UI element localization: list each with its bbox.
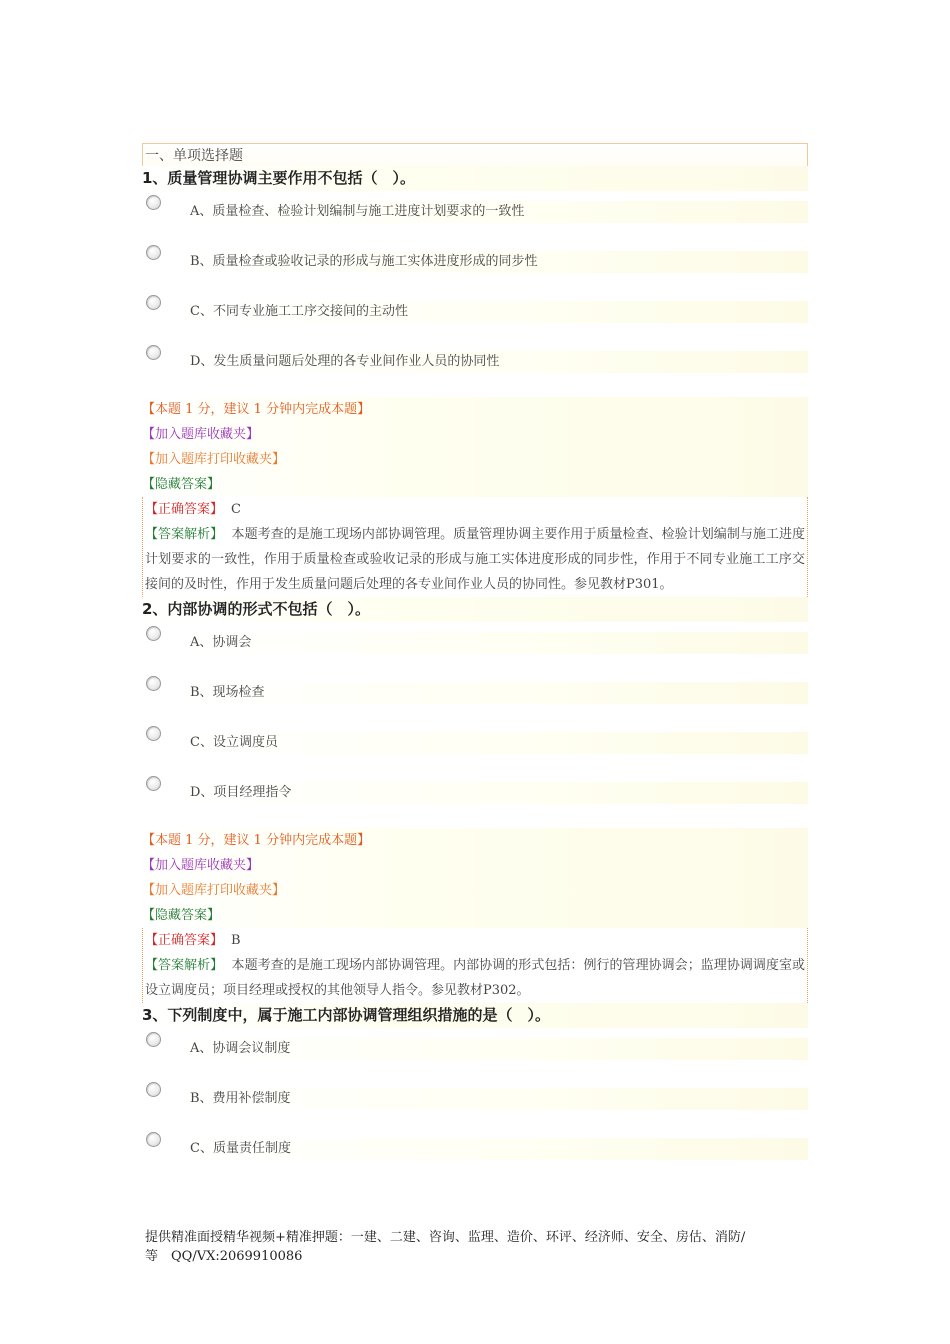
radio-icon[interactable] (146, 345, 161, 360)
option-a[interactable] (142, 622, 808, 672)
radio-icon[interactable] (146, 776, 161, 791)
radio-icon[interactable] (146, 195, 161, 210)
question-3 (142, 1003, 808, 1178)
radio-icon[interactable] (146, 245, 161, 260)
question-1 (142, 166, 808, 597)
option-label: B、费用补偿制度 (176, 1088, 808, 1110)
correct-answer (145, 497, 805, 522)
radio-icon[interactable] (146, 295, 161, 310)
answer-label: 【正确答案】 (145, 502, 224, 517)
option-label: D、发生质量问题后处理的各专业间作业人员的协同性 (176, 351, 808, 373)
analysis-text: 本题考查的是施工现场内部协调管理。内部协调的形式包括：例行的管理协调会；监理协调调度室或设立调度员；项目经理或授权的其他领导人指令。参见教材P302。 (145, 958, 805, 998)
option-b[interactable] (142, 672, 808, 722)
option-label: D、项目经理指令 (176, 782, 808, 804)
option-b[interactable] (142, 241, 808, 291)
option-c[interactable] (142, 722, 808, 772)
answer-label: 【正确答案】 (145, 933, 224, 948)
option-label: C、质量责任制度 (176, 1138, 808, 1160)
add-print-favorites-link[interactable]: 【加入题库打印收藏夹】 (142, 878, 808, 903)
hide-answer-link[interactable]: 【隐藏答案】 (142, 472, 808, 497)
section-title: 一、单项选择题 (142, 143, 808, 166)
radio-icon[interactable] (146, 1132, 161, 1147)
answer-box (142, 928, 808, 1003)
add-print-favorites-link[interactable]: 【加入题库打印收藏夹】 (142, 447, 808, 472)
footer-ad (145, 1228, 810, 1266)
exam-content (142, 143, 808, 1178)
option-a[interactable] (142, 191, 808, 241)
option-label: B、现场检查 (176, 682, 808, 704)
option-a[interactable] (142, 1028, 808, 1078)
question-2 (142, 597, 808, 1003)
footer-line-2: 等 QQ/VX:2069910086 (145, 1249, 303, 1264)
score-note: 【本题 1 分，建议 1 分钟内完成本题】 (142, 828, 808, 853)
radio-icon[interactable] (146, 626, 161, 641)
question-title: 1、质量管理协调主要作用不包括（ ）。 (142, 166, 808, 191)
correct-answer (145, 928, 805, 953)
add-favorites-link[interactable]: 【加入题库收藏夹】 (142, 853, 808, 878)
answer-box (142, 497, 808, 597)
option-label: B、质量检查或验收记录的形成与施工实体进度形成的同步性 (176, 251, 808, 273)
question-title: 2、内部协调的形式不包括（ ）。 (142, 597, 808, 622)
analysis-label: 【答案解析】 (145, 527, 224, 542)
analysis-label: 【答案解析】 (145, 958, 224, 973)
radio-icon[interactable] (146, 1082, 161, 1097)
option-c[interactable] (142, 1128, 808, 1178)
radio-icon[interactable] (146, 726, 161, 741)
score-note: 【本题 1 分，建议 1 分钟内完成本题】 (142, 397, 808, 422)
option-d[interactable] (142, 341, 808, 391)
footer-line-1: 提供精准面授精华视频+精准押题：一建、二建、咨询、监理、造价、环评、经济师、安全、房估、消防/ (145, 1230, 746, 1245)
option-label: C、不同专业施工工序交接间的主动性 (176, 301, 808, 323)
option-label: A、协调会议制度 (176, 1038, 808, 1060)
option-label: C、设立调度员 (176, 732, 808, 754)
option-label: A、质量检查、检验计划编制与施工进度计划要求的一致性 (176, 201, 808, 223)
add-favorites-link[interactable]: 【加入题库收藏夹】 (142, 422, 808, 447)
answer-analysis (145, 953, 805, 1003)
option-label: A、协调会 (176, 632, 808, 654)
question-title: 3、下列制度中，属于施工内部协调管理组织措施的是（ ）。 (142, 1003, 808, 1028)
answer-value: C (231, 502, 241, 517)
option-d[interactable] (142, 772, 808, 822)
hide-answer-link[interactable]: 【隐藏答案】 (142, 903, 808, 928)
answer-value: B (231, 933, 241, 948)
analysis-text: 本题考查的是施工现场内部协调管理。质量管理协调主要作用于质量检查、检验计划编制与施工进度计划要求的一致性，作用于质量检查或验收记录的形成与施工实体进度形成的同步性，作用于不同专业施工工序交接间的及时性，作用于发生质量问题后处理的各专业间作业人员的协同性。参见教材P301。 (145, 527, 805, 592)
radio-icon[interactable] (146, 1032, 161, 1047)
radio-icon[interactable] (146, 676, 161, 691)
option-b[interactable] (142, 1078, 808, 1128)
option-c[interactable] (142, 291, 808, 341)
answer-analysis (145, 522, 805, 597)
